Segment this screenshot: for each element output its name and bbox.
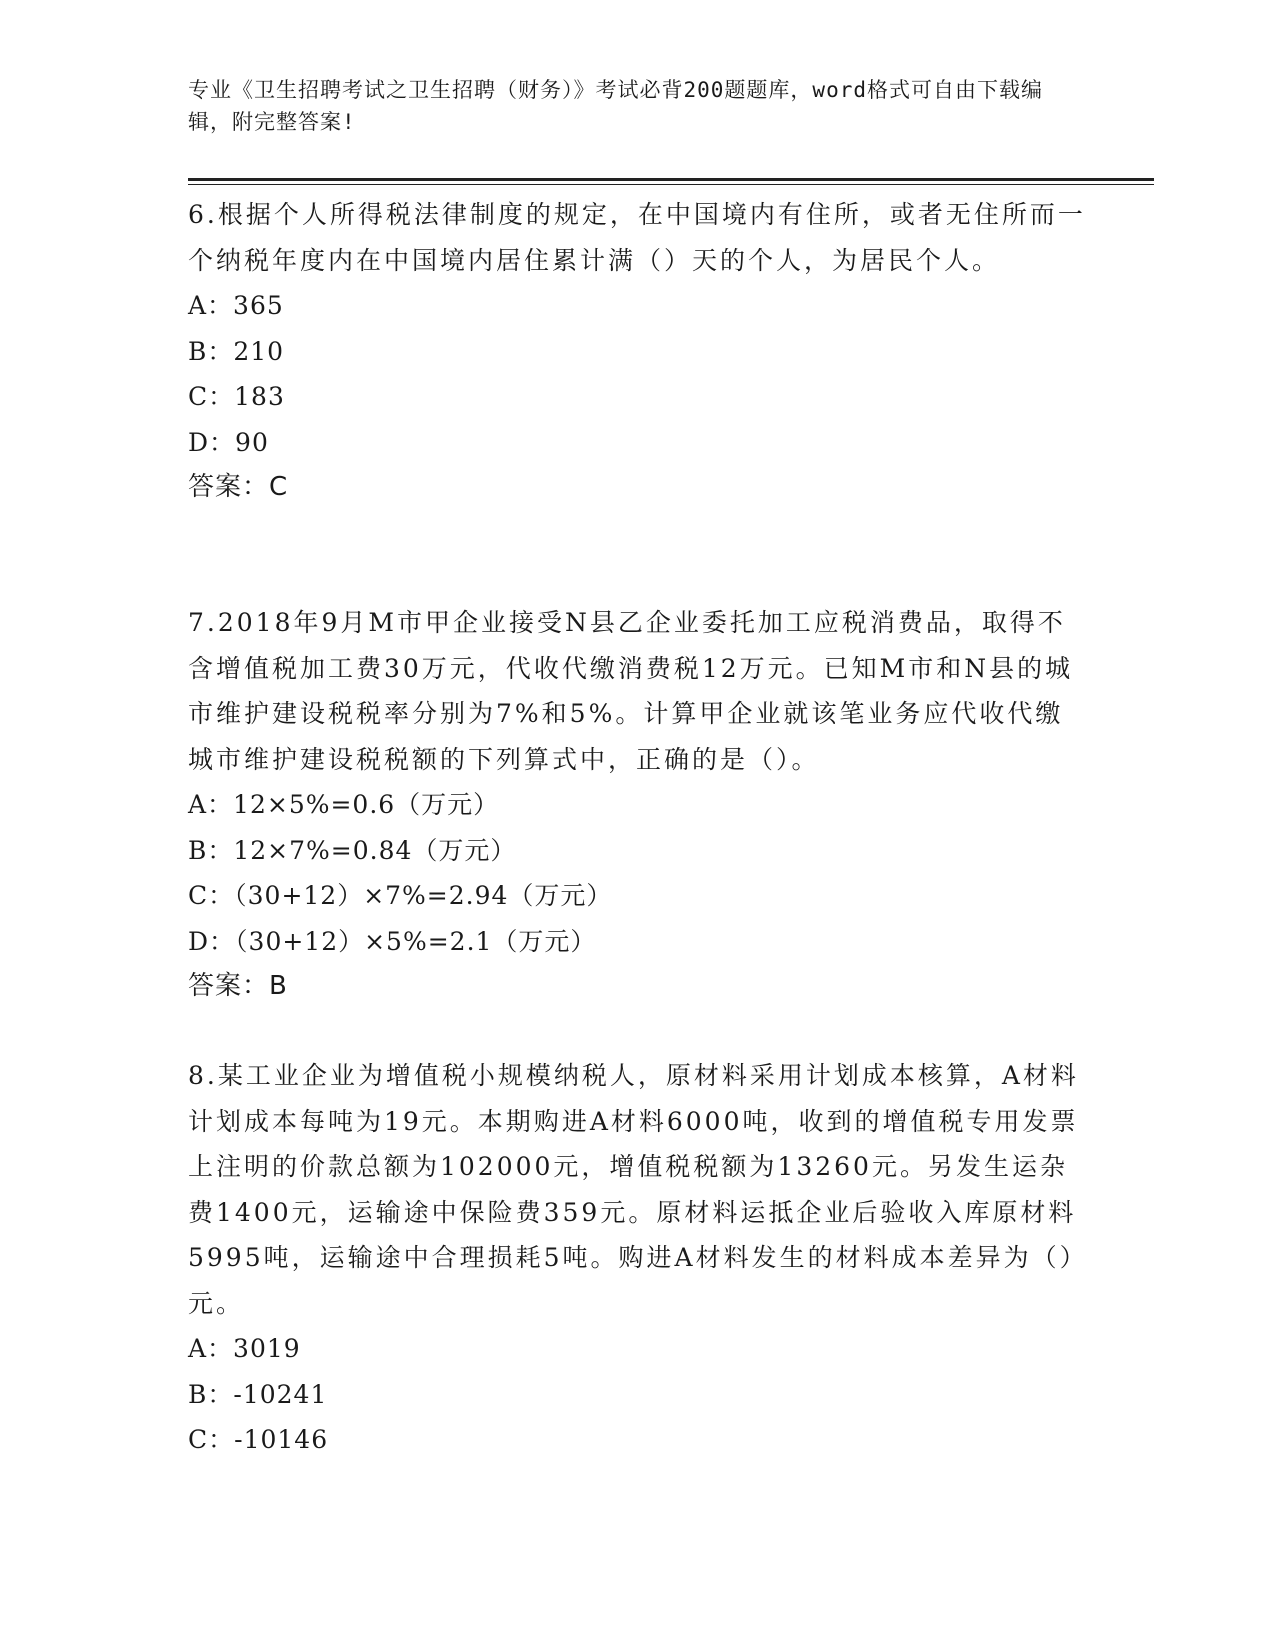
option-d: D：90 <box>188 427 269 457</box>
question-text: 6.根据个人所得税法律制度的规定，在中国境内有住所，或者无住所而一个纳税年度内在中国境内居住累计满（）天的个人，为居民个人。 <box>188 200 1086 275</box>
document-header: 专业《卫生招聘考试之卫生招聘（财务）》考试必背200题题库，word格式可自由下载编辑，附完整答案! <box>188 78 1043 134</box>
header-divider-thin <box>188 184 1154 185</box>
answer: 答案：B <box>188 971 288 1001</box>
question-7 <box>188 600 1088 1010</box>
option-b: B：12×7%=0.84（万元） <box>188 835 517 865</box>
question-8 <box>188 1053 1088 1463</box>
question-text: 8.某工业企业为增值税小规模纳税人，原材料采用计划成本核算，A材料计划成本每吨为19元。本期购进A材料6000吨，收到的增值税专用发票上注明的价款总额为102000元，增值税税额为13260元。另发生运杂费1400元，运输途中保险费359元。原材料运抵企业后验收入库原材料5995吨，运输途中合理损耗5吨。购进A材料发生的材料成本差异为（）元。 <box>188 1061 1088 1318</box>
option-a: A：3019 <box>188 1334 301 1363</box>
option-a: A：365 <box>188 291 284 320</box>
option-b: B：210 <box>188 336 285 366</box>
option-d: D：（30+12）×5%=2.1（万元） <box>188 926 597 956</box>
answer: 答案：C <box>188 472 289 502</box>
header-divider <box>188 178 1154 181</box>
option-c: C：（30+12）×7%=2.94（万元） <box>188 881 613 910</box>
option-c: C：183 <box>188 382 285 411</box>
question-6 <box>188 192 1088 511</box>
option-a: A：12×5%=0.6（万元） <box>188 790 500 819</box>
option-b: B：-10241 <box>188 1379 328 1409</box>
question-text: 7.2018年9月M市甲企业接受N县乙企业委托加工应税消费品，取得不含增值税加工费30万元，代收代缴消费税12万元。已知M市和N县的城市维护建设税税率分别为7%和5%。计算甲企业就该笔业务应代收代缴城市维护建设税税额的下列算式中，正确的是（）。 <box>188 608 1074 774</box>
option-c: C：-10146 <box>188 1425 329 1454</box>
